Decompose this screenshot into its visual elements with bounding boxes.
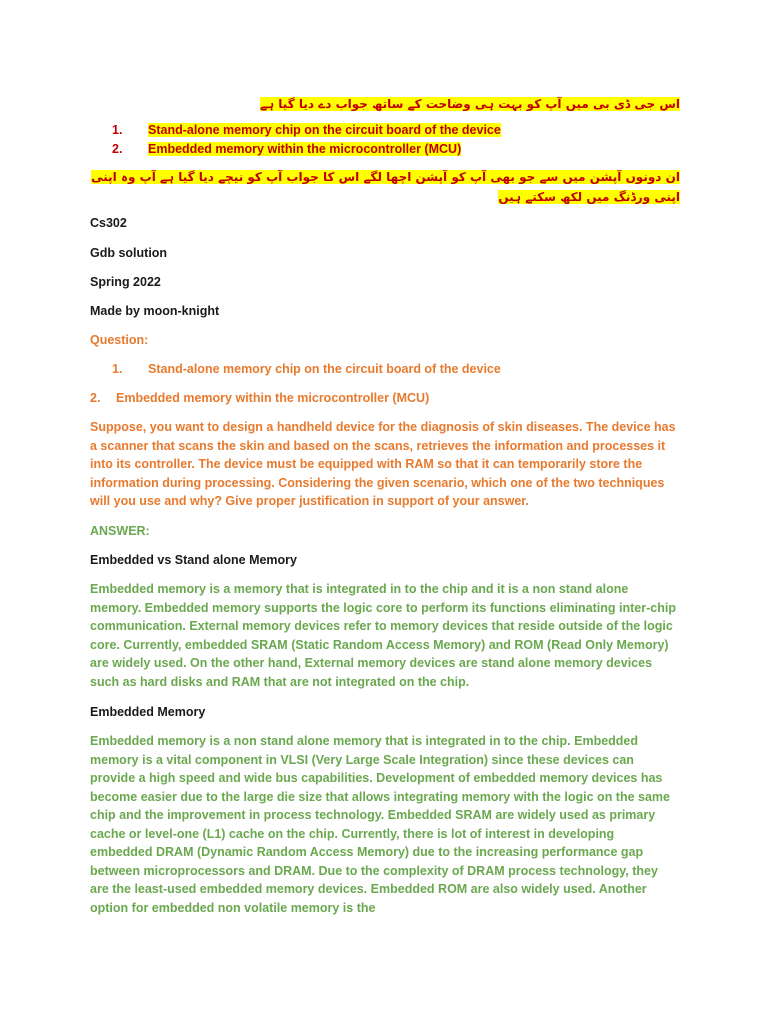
question-body: Suppose, you want to design a handheld device for the diagnosis of skin diseases. The device has a scanner that scans the skin and based on the scans, retrieves the information and processes it into its controller. The device must be equipped with RAM so that it can temporarily store the information during processing. Considering the given scenario, which one of the two techniques will you use and why? Give proper justification in support of your answer. [90,420,676,508]
answer-paragraph-2: Embedded memory is a non stand alone memory that is integrated in to the chip. Embedded memory is a vital component in VLSI (Very Large Scale Integration) since these devices can provide a high speed and wide bus capabilities. Development of embedded memory devices has become easier due to the large die size that allows integrating memory with the logic on the same chip and the improvement in process technology. Embedded SRAM are widely used as primary cache or level-one (L1) cache on the chip. Currently, there is lot of interest in developing embedded DRAM (Dynamic Random Access Memory) due to the increasing performance gap between microprocessors and DRAM. Due to the complexity of DRAM process technology, they are the least-used embedded memory devices. Embedded ROM are also widely used. Another option for embedded non volatile memory is the [90,734,670,915]
highlight-option-1: 1. Stand-alone memory chip on the circuit board of the device [112,123,501,137]
question-label: Question: [90,333,149,347]
doc-author: Made by moon-knight [90,304,220,318]
course-code: Cs302 [90,216,127,230]
question-option-1: 1. Stand-alone memory chip on the circuit board of the device [112,362,501,376]
answer-heading-2: Embedded Memory [90,705,206,719]
answer-paragraph-1: Embedded memory is a memory that is integrated in to the chip and it is a non stand alone memory. Embedded memory supports the logic core to perform its functions eliminating inter-chip communication. External memory devices refer to memory devices that reside outside of the logic core. Currently, embedded SRAM (Static Random Access Memory) and ROM (Read Only Memory) are widely used. On the other hand, External memory devices are stand alone memory devices such as hard disks and RAM that are not integrated on the chip. [90,582,676,689]
question-option-2: 2. Embedded memory within the microcontroller (MCU) [90,391,430,405]
highlight-option-2: 2. Embedded memory within the microcontroller (MCU) [112,142,462,156]
answer-heading-1: Embedded vs Stand alone Memory [90,553,297,567]
doc-term: Spring 2022 [90,275,161,289]
answer-label: ANSWER: [90,524,150,538]
urdu-note-1: اس جی ڈی بی میں آپ کو بہت ہی وضاحت کے ساتھ جواب دے دیا گیا ہے [260,97,680,111]
doc-subtitle: Gdb solution [90,246,168,260]
urdu-note-2: ان دونوں آپشن میں سے جو بھی آپ کو آپشن اچھا لگے اس کا جواب آپ کو نیچے دیا گیا ہے آپ وہ اپنی اپنی ورڈنگ میں لکھ سکتے ہیں [91,170,680,204]
